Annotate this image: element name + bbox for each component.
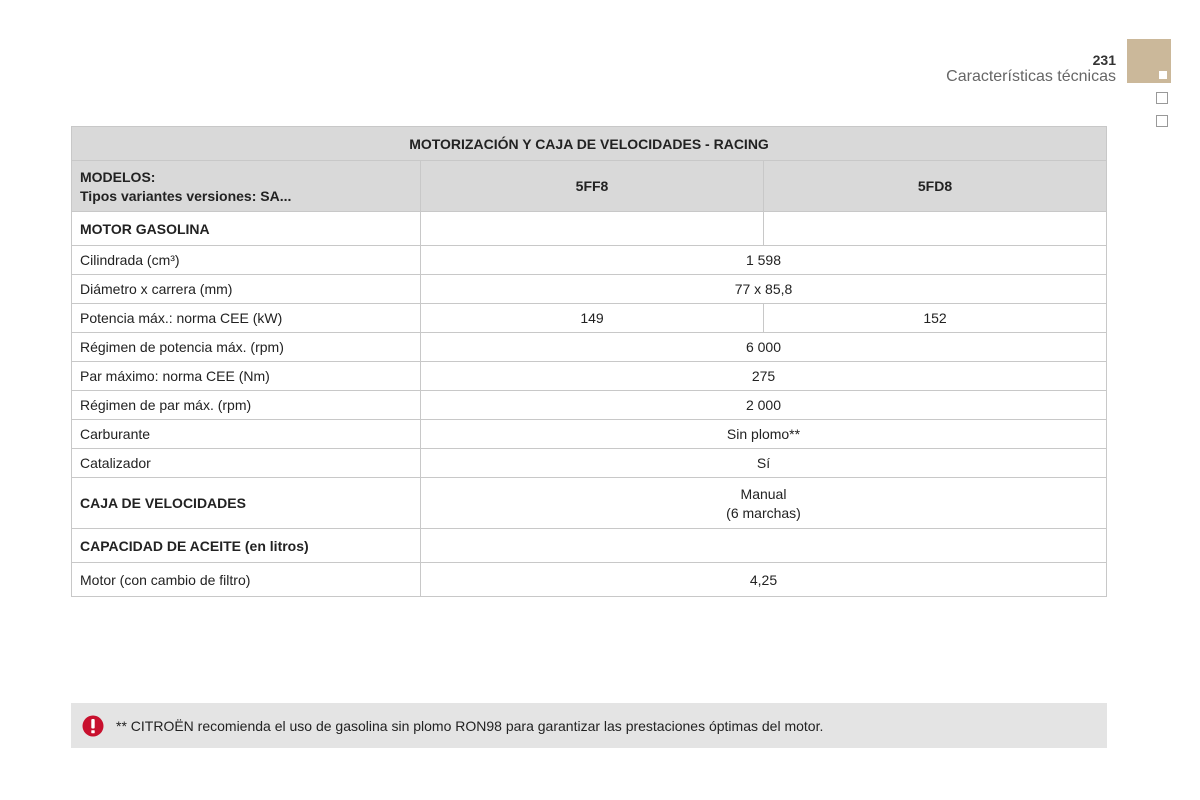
chapter-tab <box>1127 39 1171 83</box>
gearbox-value-line1: Manual <box>740 485 787 502</box>
chapter-tab-empty-2 <box>1156 115 1168 127</box>
table-row <box>72 362 1107 391</box>
motor-section-label: MOTOR GASOLINA <box>72 212 421 246</box>
row-value: Sin plomo** <box>421 420 1107 449</box>
row-label: Diámetro x carrera (mm) <box>72 275 421 304</box>
row-label: Carburante <box>72 420 421 449</box>
table-row <box>72 212 1107 246</box>
table-title-row <box>72 127 1107 161</box>
section-title: Características técnicas <box>946 68 1116 85</box>
row-value: 4,25 <box>421 563 1107 597</box>
row-value: 6 000 <box>421 333 1107 362</box>
models-row <box>72 161 1107 212</box>
footnote-text: ** CITROËN recomienda el uso de gasolina sin plomo RON98 para garantizar las prestaciones óptimas del motor. <box>116 717 824 734</box>
table-row <box>72 449 1107 478</box>
row-label: Cilindrada (cm³) <box>72 246 421 275</box>
row-label: Par máximo: norma CEE (Nm) <box>72 362 421 391</box>
specs-table <box>71 126 1107 597</box>
table-title: MOTORIZACIÓN Y CAJA DE VELOCIDADES - RACING <box>72 127 1107 161</box>
gearbox-value <box>421 478 1107 529</box>
model-5fd8: 5FD8 <box>764 161 1107 212</box>
chapter-tab-empty-1 <box>1156 92 1168 104</box>
warning-icon <box>82 715 104 737</box>
table-row <box>72 333 1107 362</box>
table-row <box>72 391 1107 420</box>
row-value: 1 598 <box>421 246 1107 275</box>
row-value: 2 000 <box>421 391 1107 420</box>
footnote-box <box>71 703 1107 748</box>
empty-cell <box>421 529 1107 563</box>
models-label-line1: MODELOS: <box>80 168 156 185</box>
table-row <box>72 478 1107 529</box>
models-label-line2: Tipos variantes versiones: SA... <box>80 187 292 204</box>
row-value: Sí <box>421 449 1107 478</box>
table-row <box>72 246 1107 275</box>
row-label: Régimen de par máx. (rpm) <box>72 391 421 420</box>
gearbox-value-line2: (6 marchas) <box>726 504 801 521</box>
row-value-5ff8: 149 <box>421 304 764 333</box>
row-value: 275 <box>421 362 1107 391</box>
row-value-5fd8: 152 <box>764 304 1107 333</box>
models-label <box>72 161 421 212</box>
page-number: 231 <box>1092 52 1116 68</box>
chapter-tab-marker <box>1159 71 1167 79</box>
row-label: Régimen de potencia máx. (rpm) <box>72 333 421 362</box>
row-value: 77 x 85,8 <box>421 275 1107 304</box>
table-row <box>72 563 1107 597</box>
row-label: Potencia máx.: norma CEE (kW) <box>72 304 421 333</box>
model-5ff8: 5FF8 <box>421 161 764 212</box>
empty-cell <box>764 212 1107 246</box>
table-row <box>72 304 1107 333</box>
table-row <box>72 420 1107 449</box>
row-label: Motor (con cambio de filtro) <box>72 563 421 597</box>
gearbox-label: CAJA DE VELOCIDADES <box>72 478 421 529</box>
oil-section-label: CAPACIDAD DE ACEITE (en litros) <box>72 529 421 563</box>
table-row <box>72 275 1107 304</box>
empty-cell <box>421 212 764 246</box>
table-row <box>72 529 1107 563</box>
row-label: Catalizador <box>72 449 421 478</box>
